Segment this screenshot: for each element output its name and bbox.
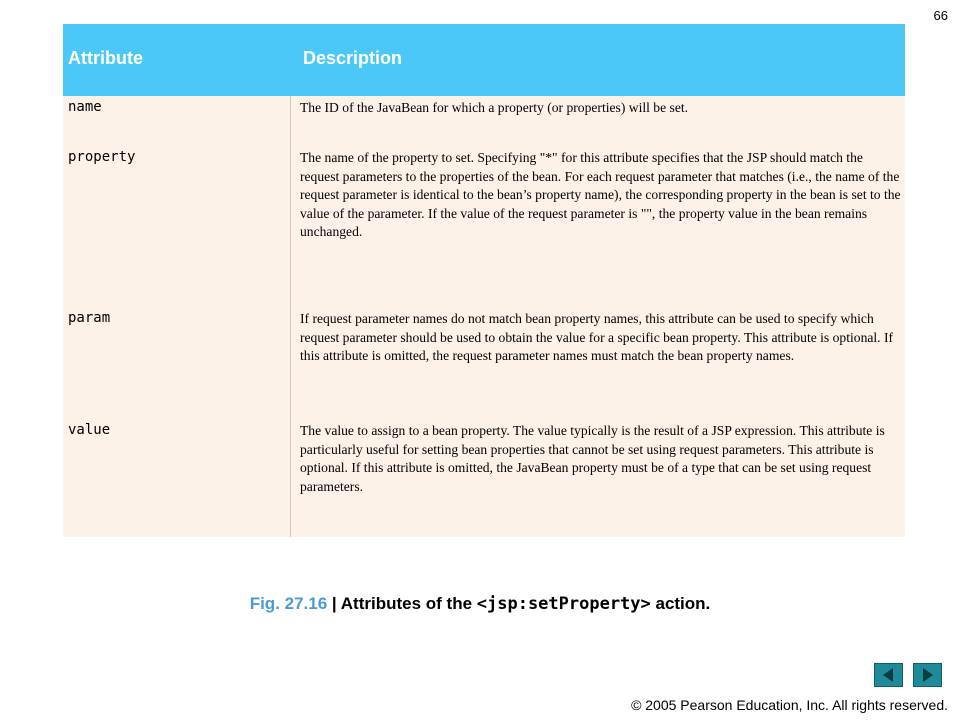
attributes-table <box>63 24 905 537</box>
page-number: 66 <box>933 8 948 23</box>
attribute-cell: name <box>68 99 102 115</box>
description-cell: If request parameter names do not match bean property names, this attribute can be used to specify which request parameter should be used to obtain the value for a specific bean property. This attribute is optional. If this attribute is omitted, the request parameter names must match the bean property names. <box>300 311 894 363</box>
copyright-notice: © 2005 Pearson Education, Inc. All rights reserved. <box>631 697 948 713</box>
attribute-cell: param <box>68 310 111 326</box>
figure-label: Fig. 27.16 <box>249 594 328 613</box>
description-cell: The value to assign to a bean property. The value typically is the result of a JSP expression. This attribute is particularly useful for setting bean properties that cannot be set using request parameters. This attribute is optional. If this attribute is omitted, the JavaBean property must be of a type that can be set using request parameters. <box>300 423 885 494</box>
caption-text-before: Attributes of the <box>340 594 477 613</box>
arrow-left-icon <box>875 664 902 686</box>
caption-code: <jsp:setProperty> <box>476 594 651 614</box>
next-slide-button[interactable] <box>913 663 942 687</box>
header-attribute: Attribute <box>68 48 143 68</box>
description-cell: The name of the property to set. Specifying "*" for this attribute specifies that the JSP should match the request parameters to the properties of the bean. For each request parameter that matches (i.e., the name of the request parameter is identical to the bean’s property name), the corresponding property in the bean is set to the value of the parameter. If the value of the request parameter is "", the property value in the bean remains unchanged. <box>300 150 901 239</box>
caption-separator: | <box>327 594 341 613</box>
arrow-right-icon <box>914 664 941 686</box>
column-divider <box>290 96 291 537</box>
description-cell: The ID of the JavaBean for which a property (or properties) will be set. <box>300 100 689 115</box>
attribute-cell: value <box>68 422 111 438</box>
previous-slide-button[interactable] <box>874 663 903 687</box>
header-description: Description <box>303 48 403 68</box>
table-header <box>63 24 905 96</box>
caption-text-after: action. <box>650 594 711 613</box>
attribute-cell: property <box>68 149 136 165</box>
figure-caption <box>0 594 960 614</box>
